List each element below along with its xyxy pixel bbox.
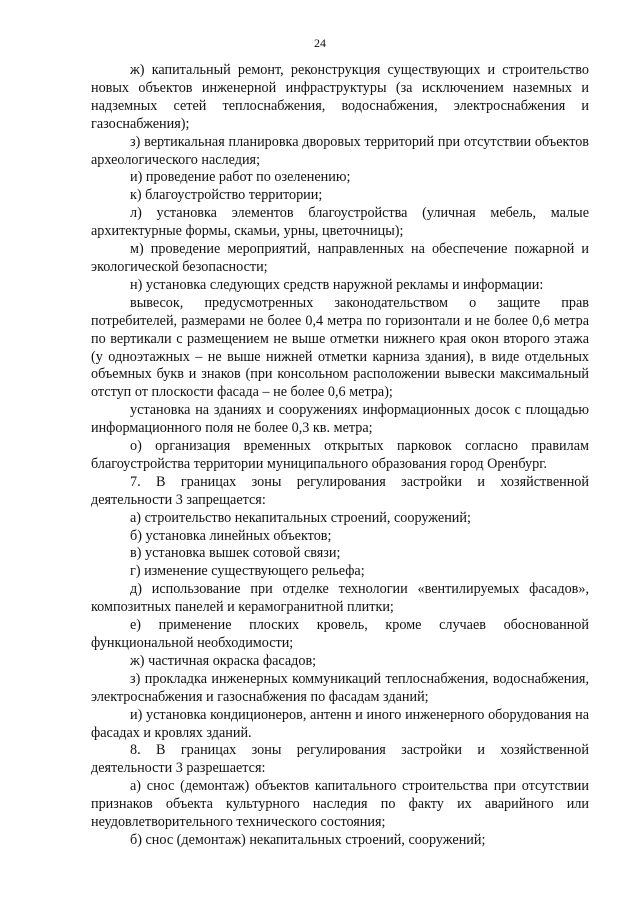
paragraph-k-improvement: к) благоустройство территории;: [130, 187, 323, 204]
paragraph-l-elements: л) установка элементов благоустройства (уличная мебель, малые архитектурные формы, скамьи, урны, цветочницы);: [91, 205, 589, 240]
paragraph-o-parking: о) организация временных открытых парковок согласно правилам благоустройства территории муниципального образования город Оренбург.: [91, 438, 589, 472]
paragraph-7d: д) использование при отделке технологии «вентилируемых фасадов», композитных панелей и керамогранитной плитки;: [91, 581, 589, 616]
paragraph-8-permitted: 8. В границах зоны регулирования застройки и хозяйственной деятельности 3 разрешается:: [91, 742, 589, 777]
paragraph-zh-capital-repair: ж) капитальный ремонт, реконструкция существующих и строительство новых объектов инженерной инфраструктуры (за исключением наземных и надземных сетей теплоснабжения, водоснабжения, электроснабжения и газоснабжения);: [91, 62, 589, 132]
paragraph-8b: б) снос (демонтаж) некапитальных строений, сооружений;: [130, 831, 486, 848]
paragraph-m-safety: м) проведение мероприятий, направленных на обеспечение пожарной и экологической безопасности;: [91, 241, 589, 275]
paragraph-7i: и) установка кондиционеров, антенн и иного инженерного оборудования на фасадах и кровлях зданий.: [91, 706, 589, 741]
paragraph-i-landscaping: и) проведение работ по озеленению;: [130, 169, 351, 186]
paragraph-info-boards: установка на зданиях и сооружениях информационных досок с площадью информационного поля не более 0,3 кв. метра;: [91, 402, 589, 437]
paragraph-z-vertical-planning: з) вертикальная планировка дворовых территорий при отсутствии объектов археологического наследия;: [91, 133, 589, 168]
paragraph-signs: вывесок, предусмотренных законодательством о защите прав потребителей, размерами не более 0,4 метра по горизонтали и не более 0,6 метра по вертикали с размещением не выше отметки нижнего края окон второго этажа (у одноэтажных – не выше нижней отметки карниза здания), в виде отдельных объемных букв и знаков (при консольном расположении вывески максимальный отступ от плоскости фасада – не более 0,6 метра);: [91, 294, 589, 401]
paragraph-7e: е) применение плоских кровель, кроме случаев обоснованной функциональной необходимости;: [91, 617, 589, 651]
paragraph-7g: г) изменение существующего рельефа;: [130, 563, 365, 580]
paragraph-7v: в) установка вышек сотовой связи;: [130, 545, 341, 562]
paragraph-7b: б) установка линейных объектов;: [130, 527, 332, 544]
paragraph-7a: а) строительство некапитальных строений, сооружений;: [130, 509, 471, 526]
document-body: [91, 62, 589, 850]
paragraph-8a: а) снос (демонтаж) объектов капитального строительства при отсутствии признаков объекта культурного наследия по факту их аварийного или неудовлетворительного технического состояния;: [91, 778, 589, 831]
page-number: 24: [314, 36, 326, 50]
paragraph-n-advertising: н) установка следующих средств наружной рекламы и информации:: [130, 276, 544, 293]
paragraph-7-prohibited: 7. В границах зоны регулирования застройки и хозяйственной деятельности 3 запрещается:: [91, 473, 589, 508]
paragraph-7z: з) прокладка инженерных коммуникаций теплоснабжения, водоснабжения, электроснабжения и газоснабжения по фасадам зданий;: [91, 670, 589, 705]
paragraph-7zh: ж) частичная окраска фасадов;: [130, 652, 317, 669]
